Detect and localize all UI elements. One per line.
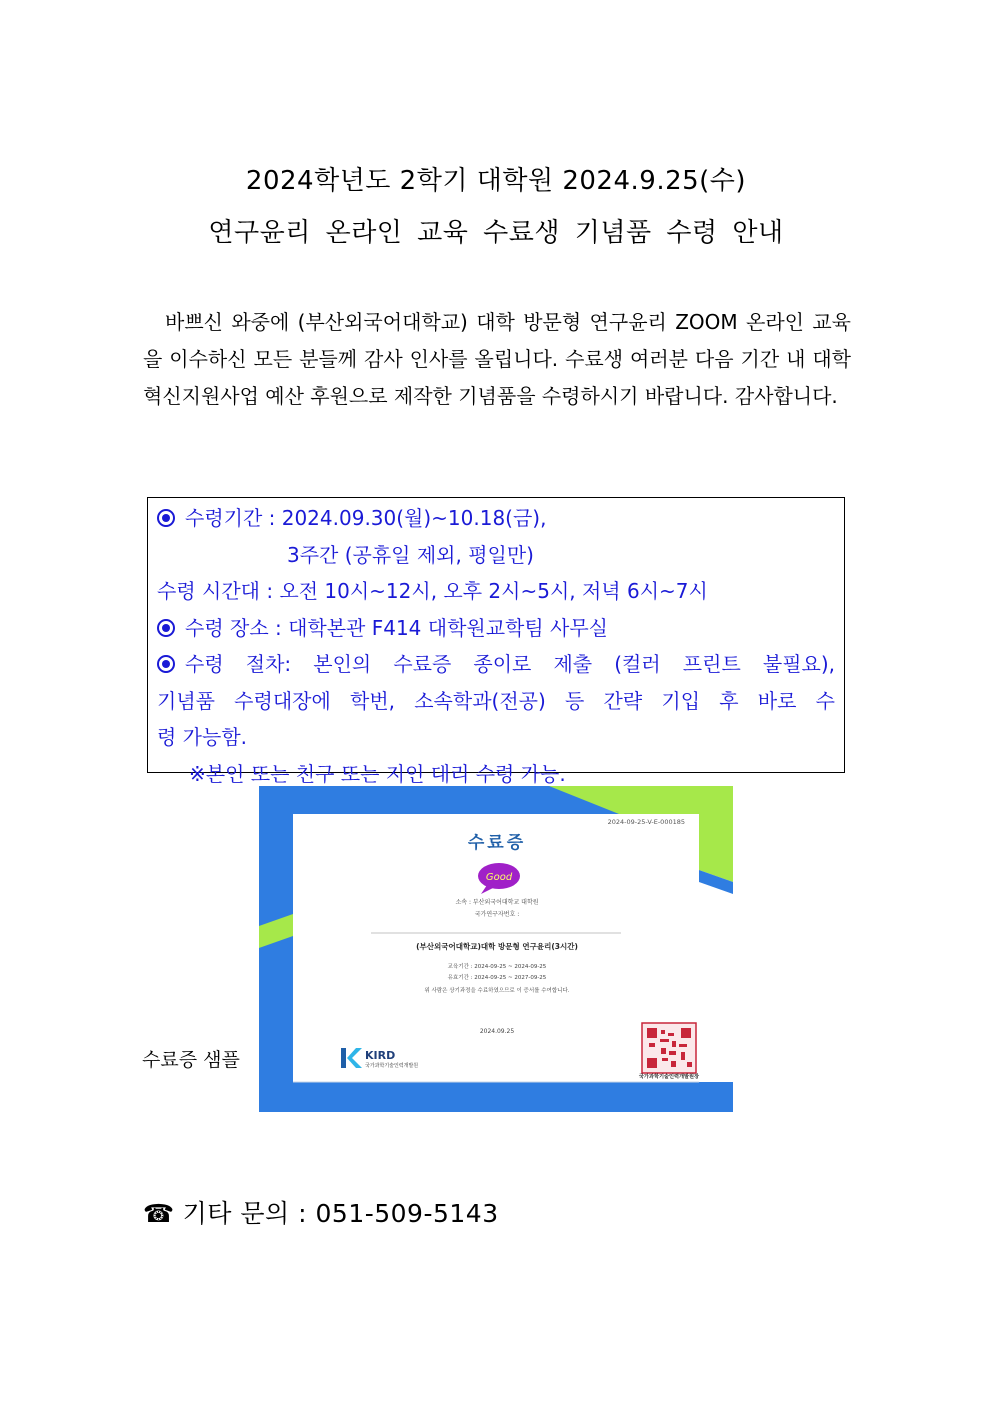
svg-text:국가과학기술인력개발원장: 국가과학기술인력개발원장 bbox=[638, 1074, 700, 1080]
svg-text:KIRD: KIRD bbox=[365, 1049, 396, 1062]
bullet-icon bbox=[157, 655, 175, 673]
notice-period-text: 수령기간 : 2024.09.30(월)~10.18(금), bbox=[185, 506, 547, 530]
notice-hours: 수령 시간대 : 오전 10시~12시, 오후 2시~5시, 저녁 6시~7시 bbox=[157, 579, 708, 603]
notice-procedure-text: 수령 절차: 본인의 수료증 종이로 제출 (컬러 프린트 불필요), bbox=[185, 652, 835, 676]
notice-place-text: 수령 장소 : 대학본관 F414 대학원교학팀 사무실 bbox=[185, 615, 609, 640]
seal-qr-icon bbox=[639, 1023, 700, 1080]
cert-affiliation: 소속 : 부산외국어대학교 대학원 bbox=[455, 899, 539, 906]
cert-researcher-no: 국가연구자번호 : bbox=[474, 911, 520, 918]
notice-box bbox=[147, 497, 845, 786]
phone-icon: ☎ bbox=[143, 1199, 175, 1228]
bullet-icon bbox=[157, 619, 175, 637]
contact-line bbox=[143, 1194, 499, 1230]
cert-valid-period: 유효기간 : 2024-09-25 ~ 2027-09-25 bbox=[447, 975, 547, 981]
svg-text:국가과학기술인력개발원: 국가과학기술인력개발원 bbox=[365, 1063, 419, 1069]
notice-procedure-3: 령 가능함. bbox=[157, 725, 247, 749]
cert-course: (부산외국어대학교)대학 방문형 연구윤리(3시간) bbox=[416, 942, 578, 951]
cert-edu-period: 교육기간 : 2024-09-25 ~ 2024-09-25 bbox=[447, 964, 547, 970]
notice-period bbox=[157, 500, 835, 537]
contact-text: 기타 문의 : 051-509-5143 bbox=[182, 1199, 499, 1228]
intro-text: 바쁘신 와중에 (부산외국어대학교) 대학 방문형 연구윤리 ZOOM 온라인 교육을 이수하신 모든 분들께 감사 인사를 올립니다. 수료생 여러분 다음 기간 내 대학혁신지원사업 예산 후원으로 제작한 기념품을 수령하시기 바랍니다. 감사합니다. bbox=[143, 310, 851, 408]
cert-title: 수료증 bbox=[467, 833, 527, 853]
cert-date: 2024.09.25 bbox=[479, 1028, 515, 1035]
frame-blue-bottom bbox=[259, 1082, 733, 1112]
notice-procedure-2: 기념품 수령대장에 학번, 소속학과(전공) 등 간략 기입 후 바로 수 bbox=[157, 688, 835, 713]
cert-statement: 위 사람은 상기과정을 수료하였으므로 이 증서를 수여합니다. bbox=[424, 988, 570, 994]
bullet-icon bbox=[157, 509, 175, 527]
intro-paragraph bbox=[143, 304, 851, 415]
cert-serial: 2024-09-25-V-E-000185 bbox=[607, 818, 685, 826]
svg-text:Good: Good bbox=[485, 872, 513, 883]
page-title-line1: 2024학년도 2학기 대학원 2024.9.25(수) bbox=[245, 166, 747, 196]
page-title-line2: 연구윤리 온라인 교육 수료생 기념품 수령 안내 bbox=[208, 218, 784, 248]
certificate-sample bbox=[259, 786, 733, 1112]
sample-label: 수료증 샘플 bbox=[142, 1049, 240, 1071]
notice-place bbox=[157, 610, 835, 647]
notice-period-detail: 3주간 (공휴일 제외, 평일만) bbox=[287, 542, 534, 567]
notice-procedure-1 bbox=[157, 646, 835, 683]
notice-proxy: ※본인 또는 친구 또는 지인 대리 수령 가능. bbox=[189, 761, 566, 786]
